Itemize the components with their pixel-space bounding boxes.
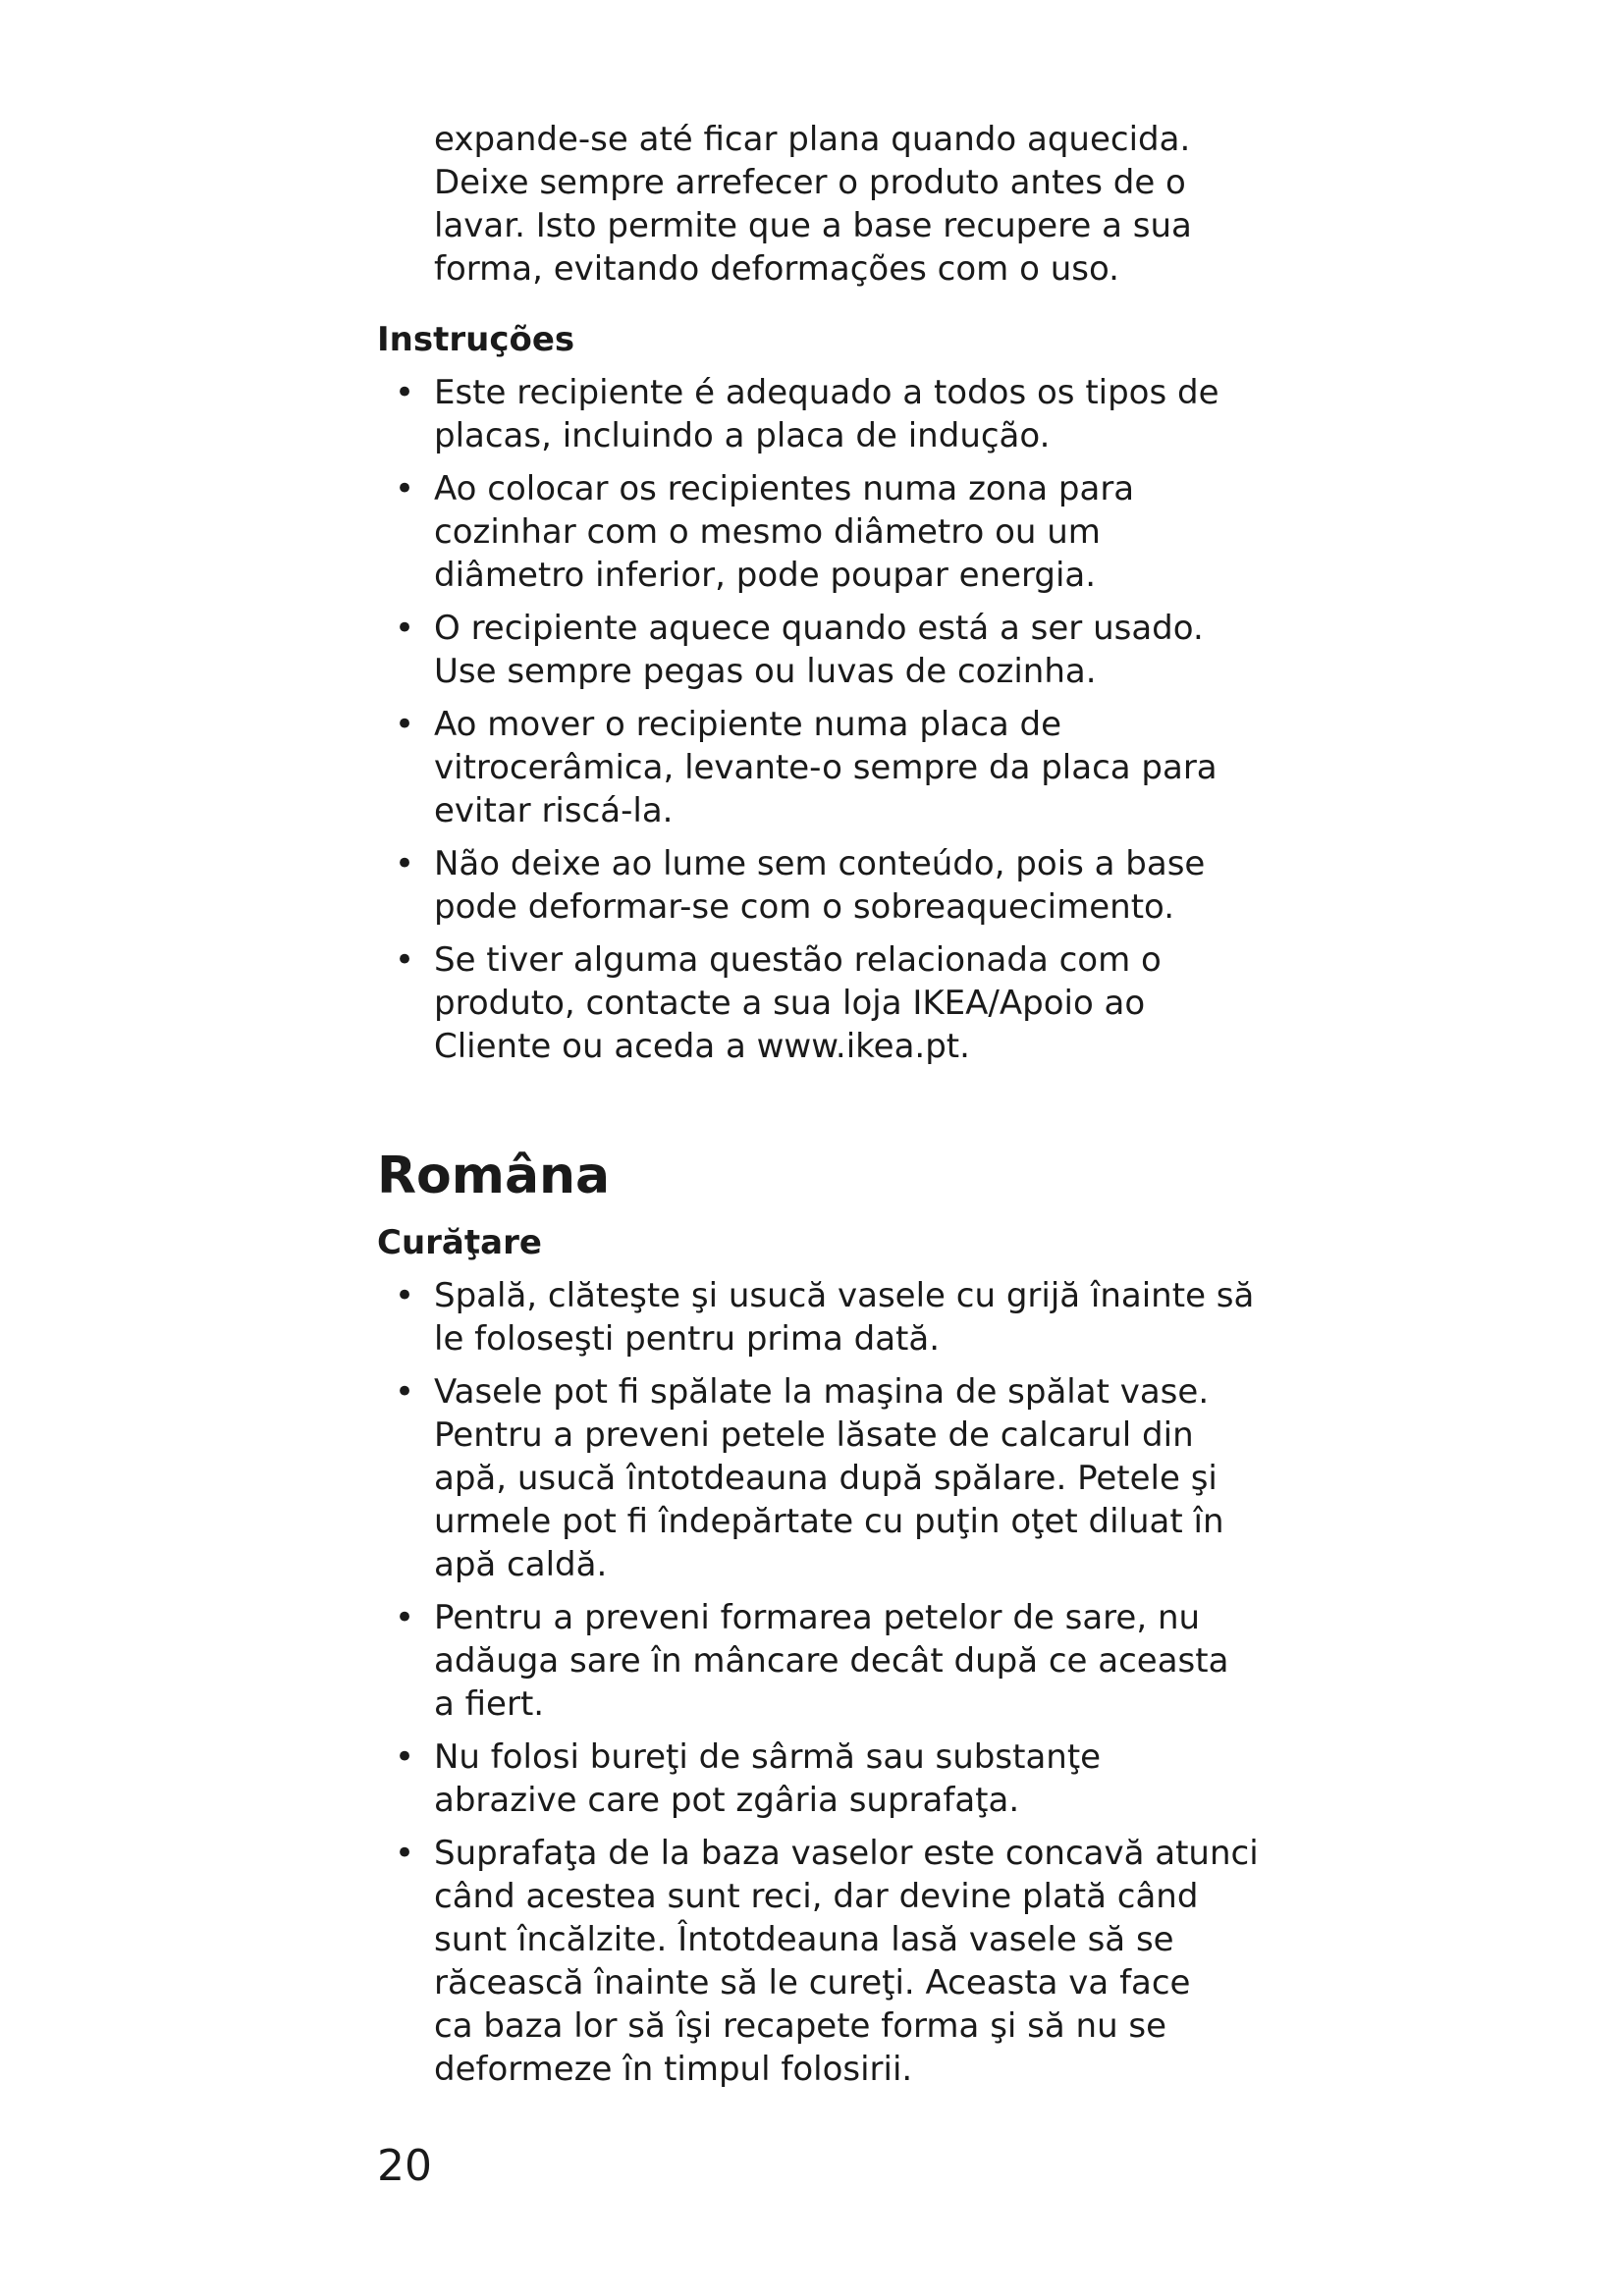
list-item	[377, 1274, 1280, 1361]
list-item-line: urmele pot fi îndepărtate cu puţin oţet diluat în	[434, 1502, 1224, 1541]
list-item	[377, 1832, 1280, 2091]
list-item	[377, 842, 1280, 929]
list-item	[377, 938, 1280, 1068]
bullet-icon: •	[395, 1598, 415, 1637]
list-item	[377, 1735, 1280, 1822]
bullet-icon: •	[395, 469, 415, 508]
list-item-line: Ao colocar os recipientes numa zona para	[434, 469, 1135, 508]
list-item-line: Se tiver alguma questão relacionada com o	[434, 940, 1162, 980]
list-item	[377, 1370, 1280, 1586]
list-item-line: placas, incluindo a placa de indução.	[434, 416, 1051, 455]
list-item-line: apă, usucă întotdeauna după spălare. Petele şi	[434, 1459, 1218, 1498]
bullet-icon: •	[395, 1737, 415, 1777]
instructions-list	[377, 371, 1280, 1068]
cleaning-heading: Curăţare	[377, 1223, 542, 1262]
list-item	[377, 1596, 1280, 1726]
list-item-line: ca baza lor să îşi recapete forma şi să nu se	[434, 2006, 1167, 2046]
list-item-line: sunt încălzite. Întotdeauna lasă vasele să se	[434, 1920, 1174, 1959]
bullet-icon: •	[395, 373, 415, 412]
list-item-line: Ao mover o recipiente numa placa de	[434, 705, 1062, 744]
list-item-line: pode deformar-se com o sobreaquecimento.	[434, 887, 1175, 927]
list-item-line: Nu folosi bureţi de sârmă sau substanţe	[434, 1737, 1102, 1777]
list-item-line: Pentru a preveni petele lăsate de calcarul din	[434, 1415, 1194, 1455]
list-item-line: O recipiente aquece quando está a ser usado.	[434, 609, 1204, 648]
list-item-line: răcească înainte să le cureţi. Aceasta va face	[434, 1963, 1191, 2002]
list-item-line: când acestea sunt reci, dar devine plată când	[434, 1877, 1199, 1916]
bullet-icon: •	[395, 609, 415, 648]
list-item-line: vitrocerâmica, levante-o sempre da placa para	[434, 748, 1218, 787]
list-item-line: Use sempre pegas ou luvas de cozinha.	[434, 652, 1097, 691]
document-page	[377, 118, 1280, 2101]
bullet-icon: •	[395, 705, 415, 744]
cleaning-list	[377, 1274, 1280, 2091]
intro-line: Deixe sempre arrefecer o produto antes de o	[434, 163, 1186, 202]
bullet-icon: •	[395, 1834, 415, 1873]
list-item-line: Não deixe ao lume sem conteúdo, pois a base	[434, 844, 1206, 883]
list-item-line: cozinhar com o mesmo diâmetro ou um	[434, 512, 1101, 552]
list-item-line: le foloseşti pentru prima dată.	[434, 1319, 940, 1359]
list-item-line: Pentru a preveni formarea petelor de sare, nu	[434, 1598, 1201, 1637]
bullet-icon: •	[395, 1276, 415, 1315]
list-item-line: Vasele pot fi spălate la maşina de spălat vase.	[434, 1372, 1210, 1412]
list-item-line: Spală, clăteşte şi usucă vasele cu grijă înainte să	[434, 1276, 1255, 1315]
list-item-line: Suprafaţa de la baza vaselor este concavă atunci	[434, 1834, 1259, 1873]
intro-paragraph	[434, 118, 1280, 291]
intro-line: lavar. Isto permite que a base recupere a sua	[434, 206, 1192, 245]
list-item-line: diâmetro inferior, pode poupar energia.	[434, 556, 1097, 595]
list-item	[377, 371, 1280, 457]
page-number: 20	[377, 2141, 432, 2191]
list-item-line: a fiert.	[434, 1684, 545, 1724]
intro-line: expande-se até ficar plana quando aquecida.	[434, 120, 1191, 159]
list-item-line: apă caldă.	[434, 1545, 608, 1584]
list-item-line: deformeze în timpul folosirii.	[434, 2050, 913, 2089]
bullet-icon: •	[395, 940, 415, 980]
instructions-heading: Instruções	[377, 320, 575, 359]
list-item-line: Cliente ou aceda a www.ikea.pt.	[434, 1027, 970, 1066]
list-item-line: abrazive care pot zgâria suprafaţa.	[434, 1781, 1020, 1820]
language-section-title: Româna	[377, 1147, 611, 1205]
list-item-line: produto, contacte a sua loja IKEA/Apoio ao	[434, 984, 1146, 1023]
list-item-line: Este recipiente é adequado a todos os tipos de	[434, 373, 1219, 412]
bullet-icon: •	[395, 844, 415, 883]
list-item	[377, 703, 1280, 832]
intro-line: forma, evitando deformações com o uso.	[434, 249, 1119, 289]
list-item-line: adăuga sare în mâncare decât după ce aceasta	[434, 1641, 1229, 1681]
bullet-icon: •	[395, 1372, 415, 1412]
list-item	[377, 467, 1280, 597]
list-item	[377, 607, 1280, 693]
list-item-line: evitar riscá-la.	[434, 791, 674, 830]
